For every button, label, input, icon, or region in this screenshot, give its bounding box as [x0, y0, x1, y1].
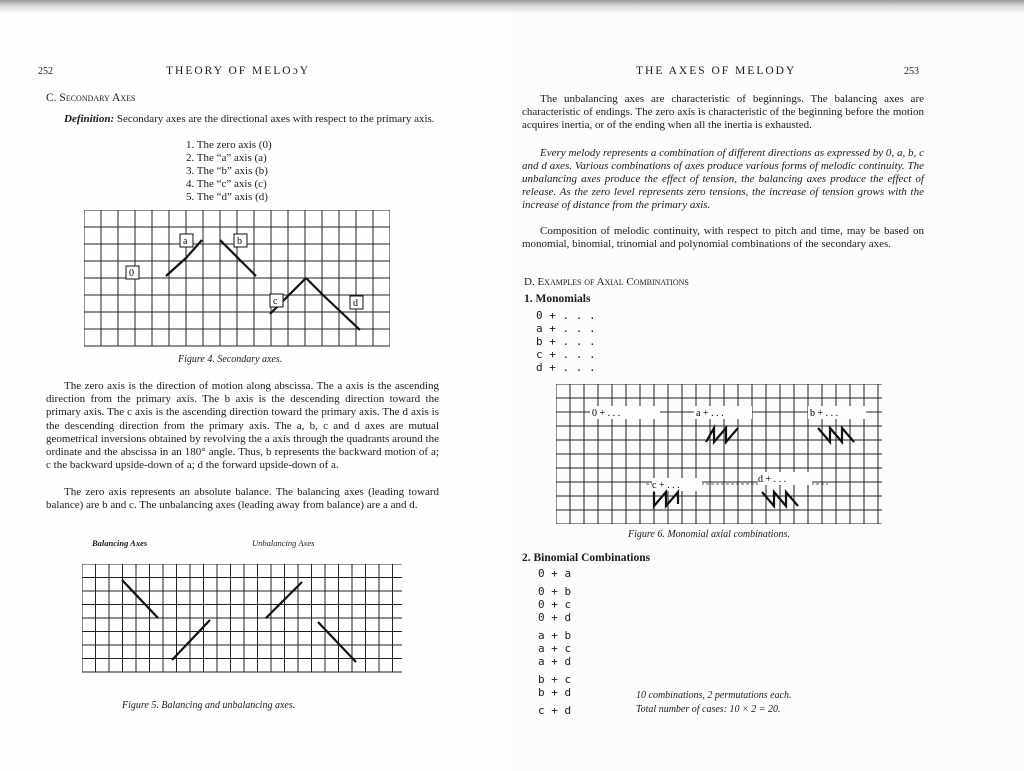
- left-page-number: 252: [38, 66, 53, 77]
- binomial-item: 0 + c: [538, 598, 572, 611]
- right-running-head: THE AXES OF MELODY: [636, 65, 797, 77]
- figure-6-label-b: b + . . .: [810, 408, 839, 419]
- unbalancing-d-line: [318, 622, 356, 662]
- binomial-item: c + d: [538, 704, 572, 717]
- binomial-item: b + d: [538, 686, 572, 699]
- binomials-list: [538, 567, 571, 717]
- axes-list: [186, 139, 272, 204]
- balancing-b-line: [122, 580, 158, 618]
- right-section-heading: D. Examples of Axial Combinations: [524, 276, 689, 288]
- figure-6-label-0: 0 + . . .: [592, 408, 621, 419]
- axes-list-item: 2. The “a” axis (a): [186, 152, 267, 164]
- monomials-list: [536, 309, 596, 374]
- right-page-number: 253: [904, 66, 919, 77]
- figure-4-label-d: d: [353, 298, 358, 309]
- binomial-item: 0 + a: [538, 567, 572, 580]
- axes-list-item: 4. The “c” axis (c): [186, 178, 267, 190]
- combinations-note: 10 combinations, 2 permutations each.: [636, 690, 792, 701]
- monomial-item: 0 + . . .: [536, 309, 596, 322]
- monomial-item: b + . . .: [536, 335, 596, 348]
- right-paragraph-2: Every melody represents a combination of different directions as expressed by 0, a, b, c and d axes. Various combinations of axes produce various forms of melodic continuity. The unbalancing axes produce the effect of tension, the balancing axes produce the effect of release. As the zero level represents zero tensions, the increase of tension grows with the increase of distance from the primary axis.: [522, 147, 924, 211]
- unbalancing-axes-label: Unbalancing Axes: [252, 538, 315, 548]
- figure-5-caption: Figure 5. Balancing and unbalancing axes.: [122, 700, 296, 711]
- figure-5-balancing-unbalancing: [82, 564, 402, 676]
- total-cases-note: Total number of cases: 10 × 2 = 20.: [636, 704, 781, 715]
- right-paragraph-1: The unbalancing axes are characteristic of beginnings. The balancing axes are characteristic of endings. The zero axis is characteristic of the beginning before the motion acquires inertia, or of the ending when all the inertia is exhausted.: [522, 93, 924, 131]
- figure-5-grid: [82, 564, 402, 672]
- definition: [46, 113, 441, 126]
- binomial-item: 0 + d: [538, 611, 572, 624]
- binomial-item: a + b: [538, 629, 572, 642]
- figure-4-label-b: b: [237, 236, 242, 247]
- axis-line-cd-join: [306, 278, 324, 296]
- figure-4-label-0: 0: [129, 268, 134, 279]
- figure-6-label-c: c + . . .: [652, 480, 680, 491]
- left-section-heading: C. Secondary Axes: [46, 92, 136, 104]
- axes-list-item: 1. The zero axis (0): [186, 139, 272, 151]
- book-top-edge: [0, 0, 1024, 14]
- figure-6-label-a: a + . . .: [696, 408, 724, 419]
- definition-label: Definition:: [64, 113, 115, 125]
- figure-4-caption: Figure 4. Secondary axes.: [178, 354, 283, 365]
- axes-list-item: 3. The “b” axis (b): [186, 165, 268, 177]
- monomial-item: c + . . .: [536, 348, 596, 361]
- axes-list-item: 5. The “d” axis (d): [186, 191, 268, 203]
- monomial-item: a + . . .: [536, 322, 596, 335]
- binomial-heading: 2. Binomial Combinations: [522, 552, 651, 564]
- binomial-item: b + c: [538, 673, 572, 686]
- figure-6-label-d: d + . . .: [758, 474, 787, 485]
- figure-4-secondary-axes: [84, 210, 390, 350]
- figure-6-monomial-combinations: [556, 384, 882, 524]
- definition-text: Secondary axes are the directional axes with respect to the primary axis.: [116, 113, 435, 125]
- left-paragraph-1: The zero axis is the direction of motion along abscissa. The a axis is the ascending direction from the primary axis. The b axis is the descending direction toward the primary axis. The c axis is the ascending direction toward the primary axis. The d axis is the descending direction from the primary axis. The a, b, c and d axes are mutual geometrical inversions obtained by revolving the a axis through the quadrants around the ordinate and the abscissa in an 180° angle. Thus, b represents the backward motion of a; c the backward upside-down of a; d the forward upside-down of a.: [46, 380, 439, 472]
- balancing-c-line: [172, 620, 210, 660]
- right-paragraph-3: Composition of melodic continuity, with respect to pitch and time, may be based on monomial, binomial, trinomial and polynomial combinations of the secondary axes.: [522, 225, 924, 250]
- balancing-axes-label: Balancing Axes: [92, 538, 148, 548]
- c-axis-sawtooth: [654, 492, 678, 506]
- left-paragraph-2: The zero axis represents an absolute balance. The balancing axes (leading toward balance) are b and c. The unbalancing axes (leading away from balance) are a and d.: [46, 486, 439, 512]
- figure-4-label-a: a: [183, 236, 188, 247]
- monomial-item: d + . . .: [536, 361, 596, 374]
- monomials-heading: 1. Monomials: [524, 293, 591, 305]
- figure-6-grid: [556, 384, 882, 524]
- binomial-item: 0 + b: [538, 585, 572, 598]
- binomial-item: a + c: [538, 642, 572, 655]
- figure-6-caption: Figure 6. Monomial axial combinations.: [628, 529, 790, 540]
- left-running-head: THEORY OF MELOɔY: [166, 65, 311, 77]
- binomial-item: a + d: [538, 655, 572, 668]
- figure-4-label-c: c: [273, 296, 278, 307]
